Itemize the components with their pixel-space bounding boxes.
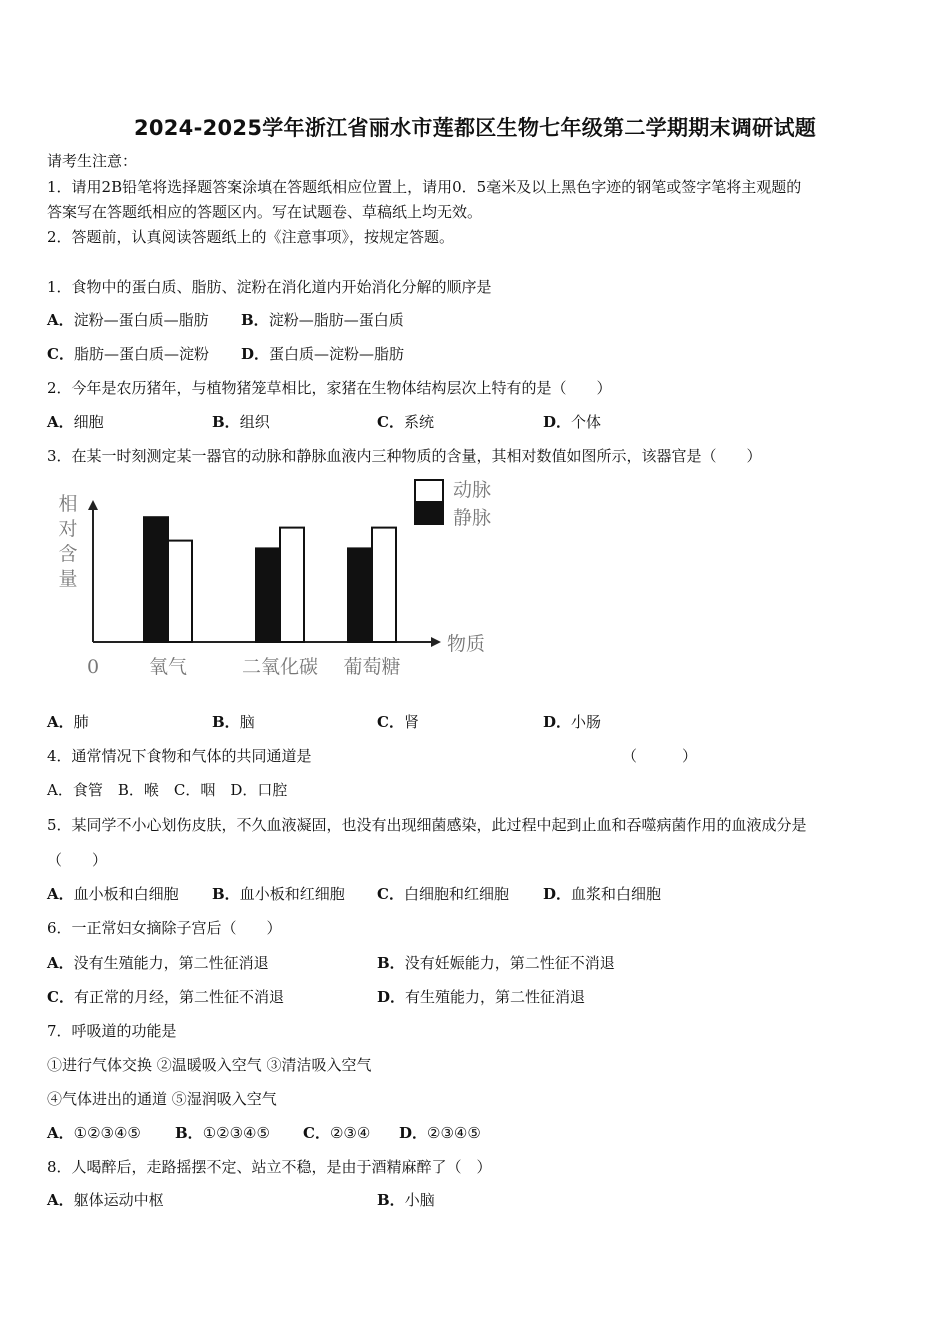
notice-line-1: 1．请用2B铅笔将选择题答案涂填在答题纸相应位置上，请用0．5毫米及以上黑色字迹的钢笔或签字笔将主观题的: [47, 178, 802, 196]
page-title: 2024-2025学年浙江省丽水市莲都区生物七年级第二学期期末调研试题: [133, 116, 817, 140]
q1-option-d: D．蛋白质—淀粉—脂肪: [241, 345, 405, 363]
y-axis-label-char: 量: [58, 568, 78, 590]
q4-options: A．食管 B．喉 C．咽 D．口腔: [47, 781, 288, 799]
category-label: 氧气: [148, 656, 188, 678]
legend-swatch-artery: [415, 480, 443, 502]
q3-option-a: A．肺: [47, 713, 89, 731]
q7-list-line-2: ④气体进出的通道 ⑤湿润吸入空气: [47, 1090, 277, 1108]
q7-option-d: D．②③④⑤: [399, 1124, 481, 1142]
q3-option-b: B．脑: [212, 713, 255, 731]
category-label: 二氧化碳: [241, 656, 319, 678]
q2-stem: 2．今年是农历猪年，与植物猪笼草相比，家猪在生物体结构层次上特有的是（ ）: [47, 379, 612, 397]
q1-option-b: B．淀粉—脂肪—蛋白质: [241, 311, 404, 329]
q1-stem: 1．食物中的蛋白质、脂肪、淀粉在消化道内开始消化分解的顺序是: [47, 278, 492, 296]
q3-stem: 3．在某一时刻测定某一器官的动脉和静脉血液内三种物质的含量，其相对数值如图所示，该器官是（ ）: [47, 447, 762, 465]
legend-label-vein: 静脉: [453, 507, 492, 529]
q5-stem: 5．某同学不小心划伤皮肤，不久血液凝固，也没有出现细菌感染，此过程中起到止血和吞噬病菌作用的血液成分是: [47, 816, 807, 834]
bar-artery: [280, 528, 304, 642]
bar-chart: [47, 474, 517, 689]
q3-option-d: D．小肠: [543, 713, 602, 731]
q5-option-a: A．血小板和白细胞: [47, 885, 179, 903]
notice-line-2: 答案写在答题纸相应的答题区内。写在试题卷、草稿纸上均无效。: [47, 203, 483, 221]
notice-header: 请考生注意：: [47, 152, 138, 170]
q1-option-a: A．淀粉—蛋白质—脂肪: [47, 311, 209, 329]
q6-option-b: B．没有妊娠能力，第二性征不消退: [377, 954, 615, 972]
y-axis-label-char: 相: [58, 493, 78, 515]
bar-vein: [256, 548, 280, 642]
q8-option-a: A．躯体运动中枢: [47, 1191, 164, 1209]
x-axis-arrow: [431, 637, 441, 647]
x-axis-label: 物质: [447, 633, 486, 655]
q3-option-c: C．肾: [377, 713, 419, 731]
q8-stem: 8．人喝醉后，走路摇摆不定、站立不稳，是由于酒精麻醉了（ ）: [47, 1158, 492, 1176]
q7-option-b: B．①②③④⑤: [175, 1124, 270, 1142]
q2-option-c: C．系统: [377, 413, 434, 431]
q2-option-a: A．细胞: [47, 413, 104, 431]
legend-swatch-vein: [415, 502, 443, 524]
q1-option-c: C．脂肪—蛋白质—淀粉: [47, 345, 209, 363]
q2-option-b: B．组织: [212, 413, 270, 431]
q7-option-c: C．②③④: [303, 1124, 371, 1142]
q4-answer-paren: （ ）: [622, 747, 698, 765]
q5-answer-paren: （ ）: [47, 851, 108, 869]
q5-option-d: D．血浆和白细胞: [543, 885, 662, 903]
y-axis-arrow: [88, 500, 98, 510]
y-axis-label-char: 对: [58, 518, 78, 540]
q6-stem: 6．一正常妇女摘除子宫后（ ）: [47, 919, 282, 937]
q4-stem: 4．通常情况下食物和气体的共同通道是: [47, 747, 312, 765]
category-label: 葡萄糖: [343, 656, 401, 678]
bar-vein: [144, 517, 168, 642]
q5-option-b: B．血小板和红细胞: [212, 885, 345, 903]
legend-label-artery: 动脉: [453, 479, 492, 501]
bar-artery: [372, 528, 396, 642]
q6-option-d: D．有生殖能力，第二性征消退: [377, 988, 586, 1006]
y-axis-label-char: 含: [58, 543, 78, 565]
notice-line-3: 2．答题前，认真阅读答题纸上的《注意事项》，按规定答题。: [47, 228, 455, 246]
origin-label: 0: [86, 656, 100, 678]
bar-artery: [168, 541, 192, 642]
q7-option-a: A．①②③④⑤: [47, 1124, 141, 1142]
q7-list-line-1: ①进行气体交换 ②温暖吸入空气 ③清洁吸入空气: [47, 1056, 372, 1074]
bar-vein: [348, 548, 372, 642]
q5-option-c: C．白细胞和红细胞: [377, 885, 509, 903]
q6-option-c: C．有正常的月经，第二性征不消退: [47, 988, 284, 1006]
q2-option-d: D．个体: [543, 413, 602, 431]
q8-option-b: B．小脑: [377, 1191, 435, 1209]
q6-option-a: A．没有生殖能力，第二性征消退: [47, 954, 269, 972]
q7-stem: 7．呼吸道的功能是: [47, 1022, 177, 1040]
